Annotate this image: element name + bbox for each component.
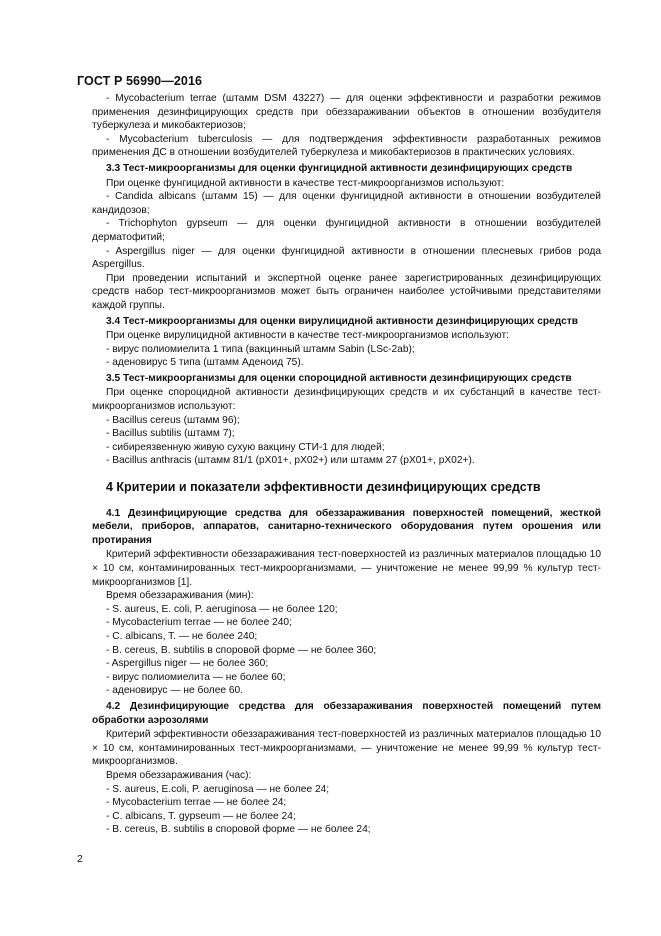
- list-item: - Aspergillus niger — для оценки фунгицидной активности в отношении плесневых грибов рода Aspergillus.: [92, 245, 601, 271]
- list-item: - Mycobacterium terrae (штамм DSM 43227) — для оценки эффективности и разработки режимов применения дезинфицирующих средств при обеззараживании объектов в отношении возбудителя туберкулеза и микобактериозов;: [92, 93, 601, 132]
- section-4-2-time-label: Время обеззараживания (час):: [106, 769, 252, 781]
- section-4-2-list: [92, 783, 601, 837]
- section-4-1-list: [92, 603, 601, 698]
- section-3-5-intro: При оценке спороцидной активности дезинфицирующих средств и их субстанций в качестве тест-микроорганизмов используют:: [92, 387, 601, 413]
- section-4-2-heading: 4.2 Дезинфицирующие средства для обеззараживания поверхностей помещений путем обработки аэрозолями: [92, 700, 601, 726]
- list-item: - Bacillus cereus (штамм 96);: [106, 414, 240, 426]
- list-item: - аденовирус 5 типа (штамм Аденоид 75).: [106, 357, 304, 369]
- list-item: - B. cereus, B. subtilis в споровой форме — не более 360;: [106, 644, 377, 656]
- list-item: - Candida albicans (штамм 15) — для оценки фунгицидной активности в отношении возбудителей кандидозов;: [92, 191, 601, 216]
- section-3-4-heading: 3.4 Тест-микроорганизмы для оценки вирулицидной активности дезинфицирующих средств: [106, 315, 579, 327]
- section-3-4-list: [92, 343, 601, 370]
- section-4-1-criterion: Критерий эффективности обеззараживания тест-поверхностей из различных материалов площадью 10 × 10 см, контаминированных тест-микроорганизмами, — уничтожение не менее 99,99 % культур тест-микроорганизмов [1].: [92, 549, 601, 588]
- section-3-3-intro: При оценке фунгицидной активности в качестве тест-микроорганизмов используют:: [106, 177, 505, 189]
- section-3-5-list: [92, 414, 601, 468]
- list-item: - C. albicans, T. gypseum — не более 24;: [106, 810, 296, 822]
- list-item: - Mycobacterium terrae — не более 240;: [106, 617, 292, 629]
- page-number: 2: [77, 853, 83, 865]
- section-3-5-heading: 3.5 Тест-микроорганизмы для оценки спороцидной активности дезинфицирующих средств: [106, 372, 572, 384]
- list-item: - вирус полиомиелита 1 типа (вакцинный штамм Sabin (LSc-2ab);: [106, 343, 415, 355]
- list-item: - S. aureus, E.coli, P. aeruginosa — не более 24;: [106, 783, 330, 795]
- section-4-1-heading: 4.1 Дезинфицирующие средства для обеззараживания поверхностей помещений, жесткой мебели, приборов, аппаратов, санитарно-технического оборудования путем орошения или протирания: [92, 507, 601, 546]
- section-4-2-criterion: Критерий эффективности обеззараживания тест-поверхностей из различных материалов площадью 10 × 10 см, контаминированных тест-микроорганизмами, — уничтожение не менее 99,99 % культур тест-микроорганизмов.: [92, 729, 601, 768]
- list-item: - Bacillus anthracis (штамм 81/1 (pX01+, pX02+) или штамм 27 (pX01+, pX02+).: [106, 455, 475, 467]
- list-item: - Mycobacterium terrae — не более 24;: [106, 797, 287, 809]
- list-item: - сибиреязвенную живую сухую вакцину СТИ-1 для людей;: [106, 441, 385, 453]
- document-body: [92, 92, 601, 837]
- list-item: - S. aureus, E. coli, P. aeruginosa — не более 120;: [106, 603, 338, 615]
- section-3-3-heading: 3.3 Тест-микроорганизмы для оценки фунгицидной активности дезинфицирующих средств: [106, 162, 573, 174]
- section-4-heading: 4 Критерии и показатели эффективности дезинфицирующих средств: [106, 480, 541, 495]
- section-4-1-time-label: Время обеззараживания (мин):: [106, 590, 254, 602]
- list-item: - C. albicans, T. — не более 240;: [106, 630, 258, 642]
- list-item: - вирус полиомиелита — не более 60;: [106, 671, 286, 683]
- list-item: - Aspergillus niger — не более 360;: [106, 658, 269, 670]
- list-item: - аденовирус — не более 60.: [106, 685, 244, 697]
- section-3-4-intro: При оценке вирулицидной активности в качестве тест-микроорганизмов используют:: [106, 330, 509, 342]
- list-item: - Mycobacterium tuberculosis — для подтверждения эффективности разработанных режимов применения ДС в отношении возбудителей туберкулеза и микобактериозов в практических условиях.: [92, 133, 601, 159]
- intro-list: [92, 92, 601, 160]
- list-item: - Trichophyton gypseum — для оценки фунгицидной активности в отношении возбудителей дерматофитий;: [92, 218, 601, 243]
- list-item: - B. cereus, B. subtilis в споровой форме — не более 24;: [106, 824, 371, 836]
- section-3-3-list: [92, 190, 601, 272]
- list-item: - Bacillus subtilis (штамм 7);: [106, 428, 235, 440]
- section-3-3-closing: При проведении испытаний и экспертной оценке ранее зарегистрированных дезинфицирующих средств набор тест-микроорганизмов может быть ограничен наиболее устойчивыми представителями каждой группы.: [92, 272, 601, 311]
- document-header: ГОСТ Р 56990—2016: [77, 74, 203, 88]
